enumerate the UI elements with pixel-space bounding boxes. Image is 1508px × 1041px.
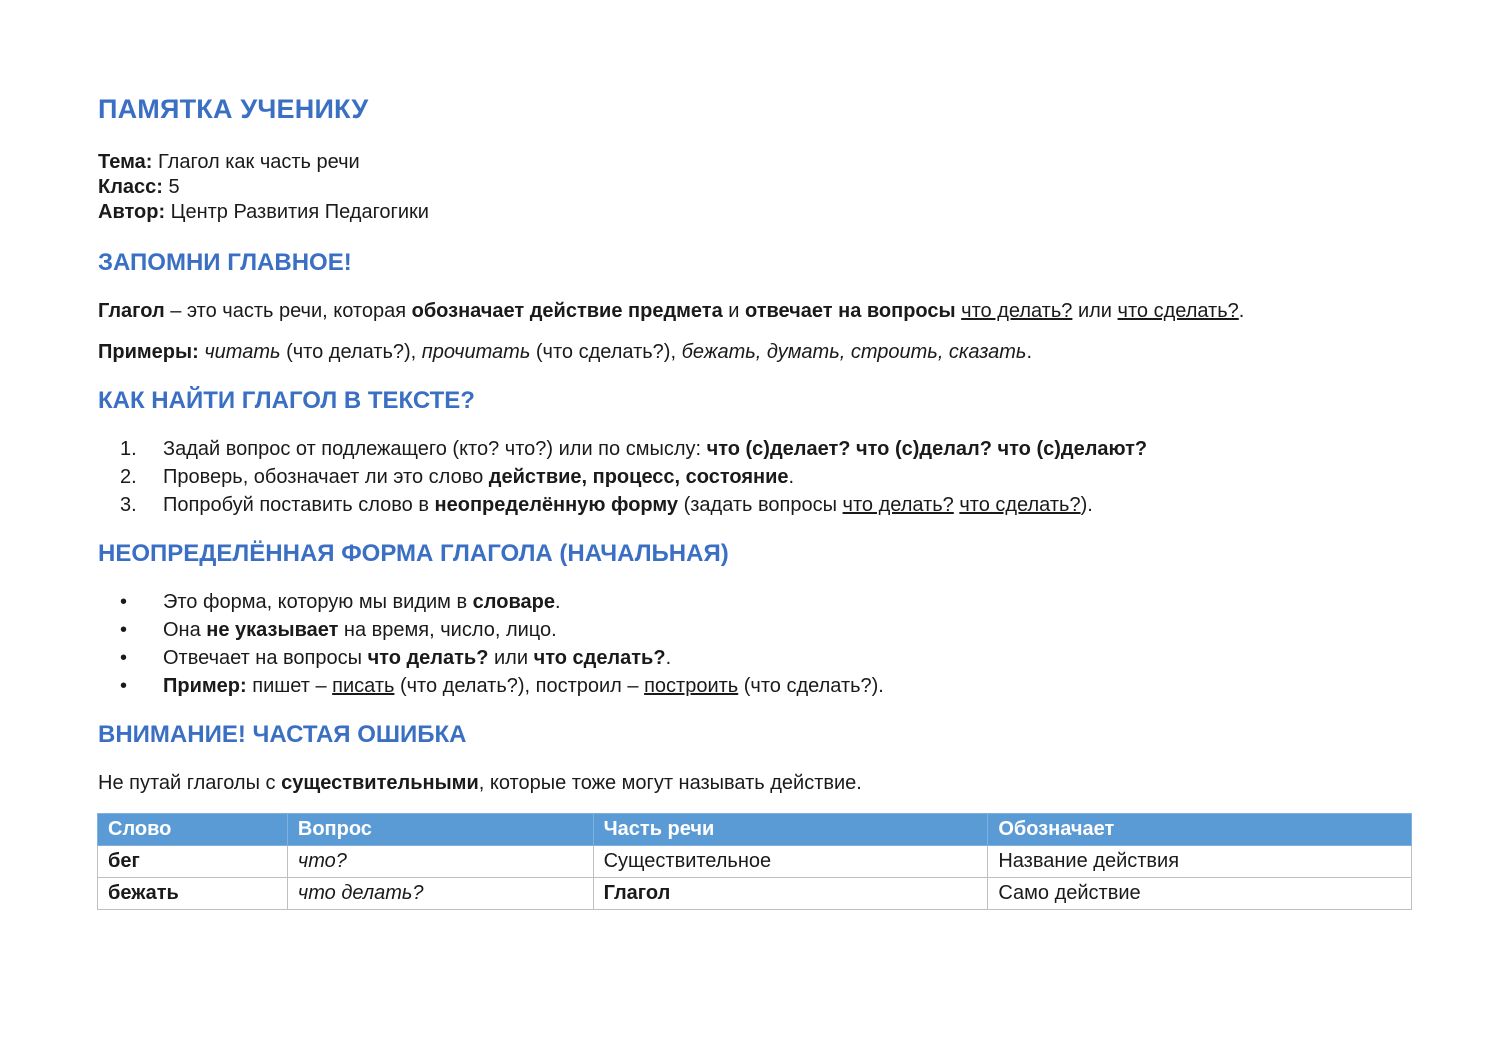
definition-text: и <box>722 300 746 322</box>
list-item-text <box>163 588 561 616</box>
meta-block <box>98 150 429 225</box>
list-item-text <box>163 435 1147 463</box>
item-bold: Пример: <box>163 675 247 697</box>
list-item-text <box>163 616 557 644</box>
attention-bold: существительными <box>281 772 479 794</box>
example-word: читать <box>204 341 281 363</box>
item-bold: не указывает <box>206 619 339 641</box>
bullet-icon: • <box>120 619 128 641</box>
heading-remember: ЗАПОМНИ ГЛАВНОЕ! <box>98 249 352 276</box>
meta-author-value: Центр Развития Педагогики <box>165 201 429 223</box>
table-cell-question: что? <box>297 850 347 872</box>
bullet-icon: • <box>120 675 128 697</box>
list-item-text <box>163 644 671 672</box>
table-cell <box>98 878 288 910</box>
table-cell-question: что делать? <box>297 882 424 904</box>
page-title: ПАМЯТКА УЧЕНИКУ <box>98 94 369 124</box>
item-text: (задать вопросы <box>678 494 843 516</box>
item-text: Отвечает на вопросы <box>163 647 368 669</box>
item-underlined: что делать? <box>842 494 954 516</box>
item-text: Задай вопрос от подлежащего (кто? что?) или по смыслу: <box>163 438 707 460</box>
table-header-row <box>98 814 1412 846</box>
bullet-icon: • <box>120 591 128 613</box>
attention-text: , которые тоже могут называть действие. <box>478 772 862 794</box>
definition-bold: обозначает действие предмета <box>411 300 723 322</box>
table-cell-word: бежать <box>108 882 179 904</box>
example-word: бежать, думать, строить, сказать <box>681 341 1027 363</box>
comparison-table <box>97 813 1412 910</box>
definition-text: – это часть речи, которая <box>164 300 412 322</box>
examples-text: (что сделать?), <box>530 341 682 363</box>
attention-paragraph <box>98 770 862 796</box>
table-cell: Название действия <box>988 846 1412 878</box>
definition-paragraph <box>98 298 1244 324</box>
examples-paragraph <box>98 339 1032 365</box>
list-item-text <box>163 463 794 491</box>
item-text: Это форма, которую мы видим в <box>163 591 473 613</box>
table-row <box>98 846 1412 878</box>
meta-topic-label: Тема: <box>98 151 153 173</box>
item-text: Проверь, обозначает ли это слово <box>163 466 489 488</box>
item-underlined: писать <box>332 675 395 697</box>
meta-topic-value: Глагол как часть речи <box>152 151 360 173</box>
item-bold: действие, процесс, состояние <box>488 466 789 488</box>
heading-infinitive: НЕОПРЕДЕЛЁННАЯ ФОРМА ГЛАГОЛА (НАЧАЛЬНАЯ) <box>98 540 729 567</box>
table-cell <box>593 878 988 910</box>
heading-find: КАК НАЙТИ ГЛАГОЛ В ТЕКСТЕ? <box>98 387 475 414</box>
item-text: ). <box>1080 494 1093 516</box>
item-text: . <box>554 591 561 613</box>
item-text: Она <box>163 619 207 641</box>
table-header-cell: Слово <box>98 814 288 846</box>
list-number: 1. <box>120 438 137 460</box>
definition-question: что делать? <box>961 300 1073 322</box>
list-item-text <box>163 491 1093 519</box>
item-bold: неопределённую форму <box>434 494 679 516</box>
meta-author <box>98 200 429 225</box>
item-text: . <box>665 647 672 669</box>
table-row <box>98 878 1412 910</box>
table-cell-word: бег <box>108 850 140 872</box>
examples-text: . <box>1026 341 1032 363</box>
examples-label: Примеры: <box>98 341 199 363</box>
item-bold: что (с)делает? что (с)делал? что (с)делают? <box>706 438 1148 460</box>
definition-bold: отвечает на вопросы <box>745 300 956 322</box>
table-cell: Существительное <box>593 846 988 878</box>
table-cell-part: Глагол <box>603 882 671 904</box>
definition-text: . <box>1238 300 1245 322</box>
list-number: 3. <box>120 494 137 516</box>
example-word: прочитать <box>421 341 531 363</box>
item-text: пишет – <box>246 675 333 697</box>
table-header-cell: Вопрос <box>287 814 593 846</box>
meta-topic <box>98 150 429 175</box>
item-underlined: что сделать? <box>959 494 1081 516</box>
definition-question: что сделать? <box>1117 300 1239 322</box>
meta-class-label: Класс: <box>98 176 163 198</box>
attention-text: Не путай глаголы с <box>98 772 282 794</box>
bullet-icon: • <box>120 647 128 669</box>
list-item-text <box>163 672 884 700</box>
table-cell: Само действие <box>988 878 1412 910</box>
table-cell <box>287 846 593 878</box>
item-text: или <box>488 647 534 669</box>
item-text: (что сделать?). <box>738 675 884 697</box>
item-bold: что делать? <box>367 647 489 669</box>
list-number: 2. <box>120 466 137 488</box>
table-header-cell: Обозначает <box>988 814 1412 846</box>
table-header-cell: Часть речи <box>593 814 988 846</box>
item-text: на время, число, лицо. <box>338 619 557 641</box>
item-bold: что сделать? <box>533 647 666 669</box>
meta-class <box>98 175 429 200</box>
item-underlined: построить <box>644 675 739 697</box>
meta-author-label: Автор: <box>98 201 166 223</box>
table-cell <box>287 878 593 910</box>
heading-attention: ВНИМАНИЕ! ЧАСТАЯ ОШИБКА <box>98 721 467 748</box>
definition-term: Глагол <box>98 300 165 322</box>
item-text: Попробуй поставить слово в <box>163 494 435 516</box>
item-bold: словаре <box>472 591 555 613</box>
item-text: . <box>788 466 795 488</box>
definition-text: или <box>1072 300 1118 322</box>
table-cell <box>98 846 288 878</box>
examples-text: (что делать?), <box>280 341 422 363</box>
item-text: (что делать?), построил – <box>394 675 645 697</box>
meta-class-value: 5 <box>162 176 180 198</box>
